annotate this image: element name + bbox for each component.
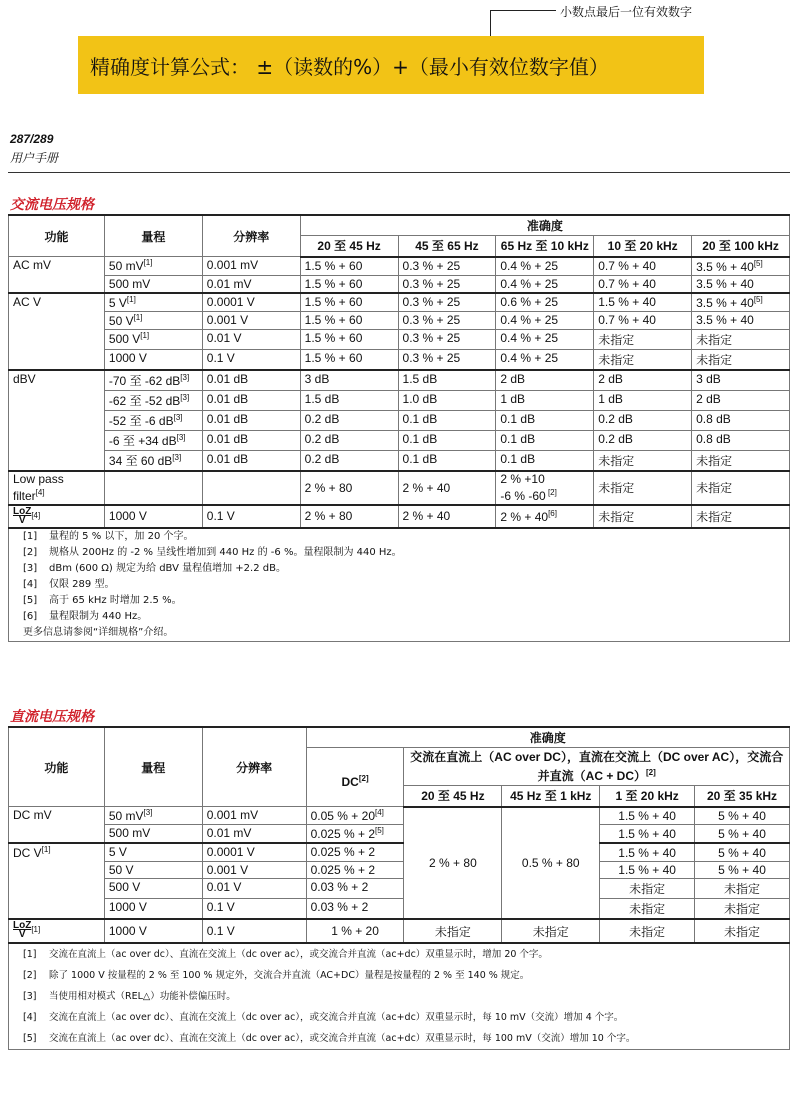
table-row bbox=[9, 825, 790, 844]
accuracy-cell: 3 dB bbox=[692, 370, 790, 391]
manual-title: 用户手册 bbox=[10, 151, 59, 165]
range-cell: 1000 V bbox=[104, 899, 202, 920]
range-cell: 50 mV[3] bbox=[104, 807, 202, 825]
table-row bbox=[9, 807, 790, 825]
resolution-cell: 0.0001 V bbox=[202, 843, 306, 862]
ac-spec-table bbox=[8, 214, 790, 529]
resolution-cell: 0.1 V bbox=[202, 349, 300, 370]
ac-section-title: 交流电压规格 bbox=[10, 197, 94, 213]
accuracy-cell: 2 dB bbox=[594, 370, 692, 391]
accuracy-cell: 3.5 % + 40[5] bbox=[692, 257, 790, 276]
function-cell: DC mV bbox=[9, 807, 105, 825]
range-cell: -6 至 +34 dB[3] bbox=[104, 430, 202, 450]
range-cell: -62 至 -52 dB[3] bbox=[104, 390, 202, 410]
accuracy-cell: 未指定 bbox=[692, 471, 790, 505]
function-cell bbox=[9, 862, 105, 879]
footnote: [1] 量程的 5 % 以下，加 20 个字。 bbox=[23, 531, 194, 542]
accuracy-cell: 1 dB bbox=[594, 390, 692, 410]
function-cell bbox=[9, 275, 105, 293]
accuracy-cell: 5 % + 40 bbox=[695, 843, 790, 862]
more-info-note: 更多信息请参阅“详细规格”介绍。 bbox=[23, 627, 174, 638]
accuracy-cell: 0.3 % + 25 bbox=[398, 311, 496, 329]
table-row bbox=[9, 390, 790, 410]
resolution-cell: 0.001 mV bbox=[202, 257, 300, 276]
accuracy-cell: 1.5 dB bbox=[398, 370, 496, 391]
function-cell bbox=[9, 879, 105, 899]
accuracy-cell: 1.5 % + 60 bbox=[300, 257, 398, 276]
col-acdc: 交流在直流上（AC over DC），直流在交流上（DC over AC），交流合并直流（AC + DC）[2] bbox=[404, 748, 790, 786]
accuracy-cell: 2 dB bbox=[692, 390, 790, 410]
accuracy-cell: 0.2 dB bbox=[300, 430, 398, 450]
footnote: [3] 当使用相对模式（REL△）功能补偿偏压时。 bbox=[23, 991, 236, 1002]
accuracy-cell: 0.5 % + 80 bbox=[502, 807, 600, 920]
accuracy-cell: 0.7 % + 40 bbox=[594, 275, 692, 293]
accuracy-cell: 未指定 bbox=[695, 899, 790, 920]
footnote: [4] 仅限 289 型。 bbox=[23, 579, 115, 590]
col-resolution: 分辨率 bbox=[202, 727, 306, 807]
table-row bbox=[9, 919, 790, 943]
function-cell: dBV bbox=[9, 370, 105, 391]
accuracy-cell: 0.4 % + 25 bbox=[496, 349, 594, 370]
accuracy-cell: 未指定 bbox=[692, 450, 790, 471]
accuracy-cell: 3.5 % + 40 bbox=[692, 311, 790, 329]
accuracy-cell: 未指定 bbox=[594, 450, 692, 471]
footnote: [2] 除了 1000 V 按量程的 2 % 至 100 % 规定外，交流合并直流（AC+DC）量程是按量程的 2 % 至 140 % 规定。 bbox=[23, 970, 530, 981]
accuracy-cell: 2 % + 40[6] bbox=[496, 505, 594, 528]
resolution-cell: 0.01 dB bbox=[202, 410, 300, 430]
footnote: [3] dBm (600 Ω) 规定为给 dBV 量程值增加 +2.2 dB。 bbox=[23, 563, 286, 574]
range-cell bbox=[104, 471, 202, 505]
table-row bbox=[9, 450, 790, 471]
callout-line bbox=[490, 10, 491, 36]
accuracy-cell: 未指定 bbox=[594, 471, 692, 505]
table-row bbox=[9, 275, 790, 293]
dc-section-title: 直流电压规格 bbox=[10, 709, 94, 725]
col-range: 量程 bbox=[104, 727, 202, 807]
accuracy-cell: 0.2 dB bbox=[594, 430, 692, 450]
resolution-cell: 0.001 mV bbox=[202, 807, 306, 825]
freq-header: 45 至 65 Hz bbox=[398, 236, 496, 257]
range-cell: -52 至 -6 dB[3] bbox=[104, 410, 202, 430]
accuracy-cell: 未指定 bbox=[594, 349, 692, 370]
resolution-cell bbox=[202, 471, 300, 505]
accuracy-cell: 5 % + 40 bbox=[695, 807, 790, 825]
accuracy-cell: 0.7 % + 40 bbox=[594, 311, 692, 329]
accuracy-cell: 0.3 % + 25 bbox=[398, 257, 496, 276]
resolution-cell: 0.01 V bbox=[202, 879, 306, 899]
accuracy-cell: 2 % + 40 bbox=[398, 471, 496, 505]
function-cell: Low pass filter[4] bbox=[9, 471, 105, 505]
table-row bbox=[9, 370, 790, 391]
accuracy-cell: 0.3 % + 25 bbox=[398, 349, 496, 370]
accuracy-cell: 1.5 % + 40 bbox=[600, 807, 695, 825]
function-cell bbox=[9, 349, 105, 370]
accuracy-cell: 1 dB bbox=[496, 390, 594, 410]
freq-header: 20 至 35 kHz bbox=[695, 786, 790, 807]
accuracy-cell: 1.5 % + 60 bbox=[300, 329, 398, 349]
range-cell: 50 mV[1] bbox=[104, 257, 202, 276]
footnote: [4] 交流在直流上（ac over dc）、直流在交流上（dc over ac），或交流合并直流（ac+dc）双重显示时，每 10 mV（交流）增加 4 个字。 bbox=[23, 1012, 624, 1023]
col-dc: DC[2] bbox=[306, 748, 404, 807]
accuracy-cell: 0.2 dB bbox=[300, 450, 398, 471]
range-cell: -70 至 -62 dB[3] bbox=[104, 370, 202, 391]
formula-banner: 精确度计算公式： ±（读数的%）+（最小有效位数字值） bbox=[78, 36, 704, 94]
function-cell bbox=[9, 430, 105, 450]
dc-notes bbox=[8, 944, 790, 1050]
accuracy-cell: 未指定 bbox=[695, 919, 790, 943]
loz-v-icon: LoZ V bbox=[13, 505, 32, 526]
accuracy-cell: 0.1 dB bbox=[496, 430, 594, 450]
accuracy-cell: 未指定 bbox=[594, 329, 692, 349]
range-cell: 1000 V bbox=[104, 919, 202, 943]
freq-header: 10 至 20 kHz bbox=[594, 236, 692, 257]
accuracy-cell: 3.5 % + 40 bbox=[692, 275, 790, 293]
accuracy-cell: 0.3 % + 25 bbox=[398, 293, 496, 312]
table-row bbox=[9, 329, 790, 349]
range-cell: 500 V[1] bbox=[104, 329, 202, 349]
range-cell: 5 V bbox=[104, 843, 202, 862]
table-row bbox=[9, 349, 790, 370]
accuracy-cell: 1.5 % + 40 bbox=[600, 825, 695, 844]
function-cell: LoZ V [4] bbox=[9, 505, 105, 528]
col-accuracy: 准确度 bbox=[306, 727, 789, 748]
accuracy-cell: 5 % + 40 bbox=[695, 825, 790, 844]
callout-line bbox=[490, 10, 556, 11]
resolution-cell: 0.001 V bbox=[202, 311, 300, 329]
accuracy-cell: 0.4 % + 25 bbox=[496, 311, 594, 329]
resolution-cell: 0.01 dB bbox=[202, 450, 300, 471]
table-row bbox=[9, 862, 790, 879]
accuracy-cell: 未指定 bbox=[600, 879, 695, 899]
range-cell: 50 V[1] bbox=[104, 311, 202, 329]
dc-accuracy-cell: 0.03 % + 2 bbox=[306, 879, 404, 899]
footnote: [5] 高于 65 kHz 时增加 2.5 %。 bbox=[23, 595, 182, 606]
freq-header: 65 Hz 至 10 kHz bbox=[496, 236, 594, 257]
col-function: 功能 bbox=[9, 215, 105, 257]
dc-accuracy-cell: 0.025 % + 2[5] bbox=[306, 825, 404, 844]
accuracy-cell: 0.3 % + 25 bbox=[398, 275, 496, 293]
accuracy-cell: 未指定 bbox=[502, 919, 600, 943]
range-cell: 1000 V bbox=[104, 349, 202, 370]
accuracy-cell: 1.5 % + 60 bbox=[300, 275, 398, 293]
accuracy-cell: 2 % + 80 bbox=[404, 807, 502, 920]
accuracy-cell: 0.2 dB bbox=[300, 410, 398, 430]
dc-accuracy-cell: 0.025 % + 2 bbox=[306, 862, 404, 879]
accuracy-cell: 未指定 bbox=[692, 349, 790, 370]
table-row bbox=[9, 505, 790, 528]
table-row bbox=[9, 471, 790, 505]
accuracy-cell: 1.5 % + 40 bbox=[600, 843, 695, 862]
accuracy-cell: 0.2 dB bbox=[594, 410, 692, 430]
range-cell: 1000 V bbox=[104, 505, 202, 528]
accuracy-cell: 1.5 % + 60 bbox=[300, 349, 398, 370]
function-cell bbox=[9, 899, 105, 920]
accuracy-cell: 3.5 % + 40[5] bbox=[692, 293, 790, 312]
dc-accuracy-cell: 1 % + 20 bbox=[306, 919, 404, 943]
function-cell: DC V[1] bbox=[9, 843, 105, 862]
dc-accuracy-cell: 0.025 % + 2 bbox=[306, 843, 404, 862]
accuracy-cell: 0.6 % + 25 bbox=[496, 293, 594, 312]
freq-header: 20 至 45 Hz bbox=[300, 236, 398, 257]
dc-accuracy-cell: 0.05 % + 20[4] bbox=[306, 807, 404, 825]
callout-label: 小数点最后一位有效数字 bbox=[560, 5, 693, 19]
accuracy-cell: 1.5 % + 60 bbox=[300, 293, 398, 312]
ac-notes bbox=[8, 529, 790, 642]
function-cell bbox=[9, 450, 105, 471]
accuracy-cell: 0.8 dB bbox=[692, 430, 790, 450]
resolution-cell: 0.01 dB bbox=[202, 430, 300, 450]
accuracy-cell: 2 % + 80 bbox=[300, 471, 398, 505]
resolution-cell: 0.1 V bbox=[202, 899, 306, 920]
accuracy-cell: 1.5 dB bbox=[300, 390, 398, 410]
function-cell bbox=[9, 410, 105, 430]
accuracy-cell: 0.4 % + 25 bbox=[496, 257, 594, 276]
footnote: [2] 规格从 200Hz 的 -2 % 呈线性增加到 440 Hz 的 -6 %。量程限制为 440 Hz。 bbox=[23, 547, 402, 558]
accuracy-cell: 未指定 bbox=[692, 329, 790, 349]
function-cell: AC mV bbox=[9, 257, 105, 276]
divider bbox=[8, 172, 790, 173]
resolution-cell: 0.0001 V bbox=[202, 293, 300, 312]
accuracy-cell: 0.1 dB bbox=[398, 430, 496, 450]
accuracy-cell: 2 % + 80 bbox=[300, 505, 398, 528]
accuracy-cell: 2 dB bbox=[496, 370, 594, 391]
footnote: [5] 交流在直流上（ac over dc）、直流在交流上（dc over ac），或交流合并直流（ac+dc）双重显示时，每 100 mV（交流）增加 10 个字。 bbox=[23, 1033, 636, 1044]
accuracy-cell: 未指定 bbox=[695, 879, 790, 899]
function-cell bbox=[9, 329, 105, 349]
accuracy-cell: 0.1 dB bbox=[496, 410, 594, 430]
accuracy-cell: 0.1 dB bbox=[398, 450, 496, 471]
resolution-cell: 0.01 dB bbox=[202, 390, 300, 410]
accuracy-cell: 未指定 bbox=[600, 919, 695, 943]
loz-v-icon: LoZ V bbox=[13, 920, 32, 940]
resolution-cell: 0.01 mV bbox=[202, 275, 300, 293]
range-cell: 50 V bbox=[104, 862, 202, 879]
freq-header: 20 至 100 kHz bbox=[692, 236, 790, 257]
table-row bbox=[9, 843, 790, 862]
accuracy-cell: 0.3 % + 25 bbox=[398, 329, 496, 349]
accuracy-cell: 未指定 bbox=[404, 919, 502, 943]
resolution-cell: 0.1 V bbox=[202, 505, 300, 528]
function-cell bbox=[9, 825, 105, 844]
function-cell bbox=[9, 390, 105, 410]
accuracy-cell: 5 % + 40 bbox=[695, 862, 790, 879]
accuracy-cell: 3 dB bbox=[300, 370, 398, 391]
range-cell: 500 V bbox=[104, 879, 202, 899]
table-row bbox=[9, 899, 790, 920]
accuracy-cell: 未指定 bbox=[600, 899, 695, 920]
table-row bbox=[9, 410, 790, 430]
accuracy-cell: 2 % + 40 bbox=[398, 505, 496, 528]
accuracy-cell: 0.1 dB bbox=[398, 410, 496, 430]
table-row bbox=[9, 311, 790, 329]
resolution-cell: 0.01 dB bbox=[202, 370, 300, 391]
col-range: 量程 bbox=[104, 215, 202, 257]
resolution-cell: 0.01 V bbox=[202, 329, 300, 349]
resolution-cell: 0.001 V bbox=[202, 862, 306, 879]
footnote: [6] 量程限制为 440 Hz。 bbox=[23, 611, 148, 622]
function-cell bbox=[9, 311, 105, 329]
accuracy-cell: 2 % +10 -6 % -60 [2] bbox=[496, 471, 594, 505]
freq-header: 20 至 45 Hz bbox=[404, 786, 502, 807]
range-cell: 5 V[1] bbox=[104, 293, 202, 312]
function-cell: AC V bbox=[9, 293, 105, 312]
col-accuracy: 准确度 bbox=[300, 215, 789, 236]
table-row bbox=[9, 257, 790, 276]
table-row bbox=[9, 430, 790, 450]
accuracy-cell: 0.7 % + 40 bbox=[594, 257, 692, 276]
dc-spec-table bbox=[8, 726, 790, 944]
accuracy-cell: 0.1 dB bbox=[496, 450, 594, 471]
footnote: [1] 交流在直流上（ac over dc）、直流在交流上（dc over ac），或交流合并直流（ac+dc）双重显示时，增加 20 个字。 bbox=[23, 949, 548, 960]
accuracy-cell: 1.5 % + 60 bbox=[300, 311, 398, 329]
dc-accuracy-cell: 0.03 % + 2 bbox=[306, 899, 404, 920]
accuracy-cell: 未指定 bbox=[692, 505, 790, 528]
table-row bbox=[9, 879, 790, 899]
col-resolution: 分辨率 bbox=[202, 215, 300, 257]
resolution-cell: 0.1 V bbox=[202, 919, 306, 943]
col-function: 功能 bbox=[9, 727, 105, 807]
accuracy-cell: 0.4 % + 25 bbox=[496, 275, 594, 293]
range-cell: 34 至 60 dB[3] bbox=[104, 450, 202, 471]
accuracy-cell: 1.0 dB bbox=[398, 390, 496, 410]
accuracy-cell: 0.4 % + 25 bbox=[496, 329, 594, 349]
function-cell: LoZ V [1] bbox=[9, 919, 105, 943]
accuracy-cell: 1.5 % + 40 bbox=[600, 862, 695, 879]
freq-header: 45 Hz 至 1 kHz bbox=[502, 786, 600, 807]
resolution-cell: 0.01 mV bbox=[202, 825, 306, 844]
range-cell: 500 mV bbox=[104, 825, 202, 844]
model-number: 287/289 bbox=[10, 132, 54, 146]
freq-header: 1 至 20 kHz bbox=[600, 786, 695, 807]
accuracy-cell: 1.5 % + 40 bbox=[594, 293, 692, 312]
table-row bbox=[9, 293, 790, 312]
range-cell: 500 mV bbox=[104, 275, 202, 293]
accuracy-cell: 未指定 bbox=[594, 505, 692, 528]
accuracy-cell: 0.8 dB bbox=[692, 410, 790, 430]
